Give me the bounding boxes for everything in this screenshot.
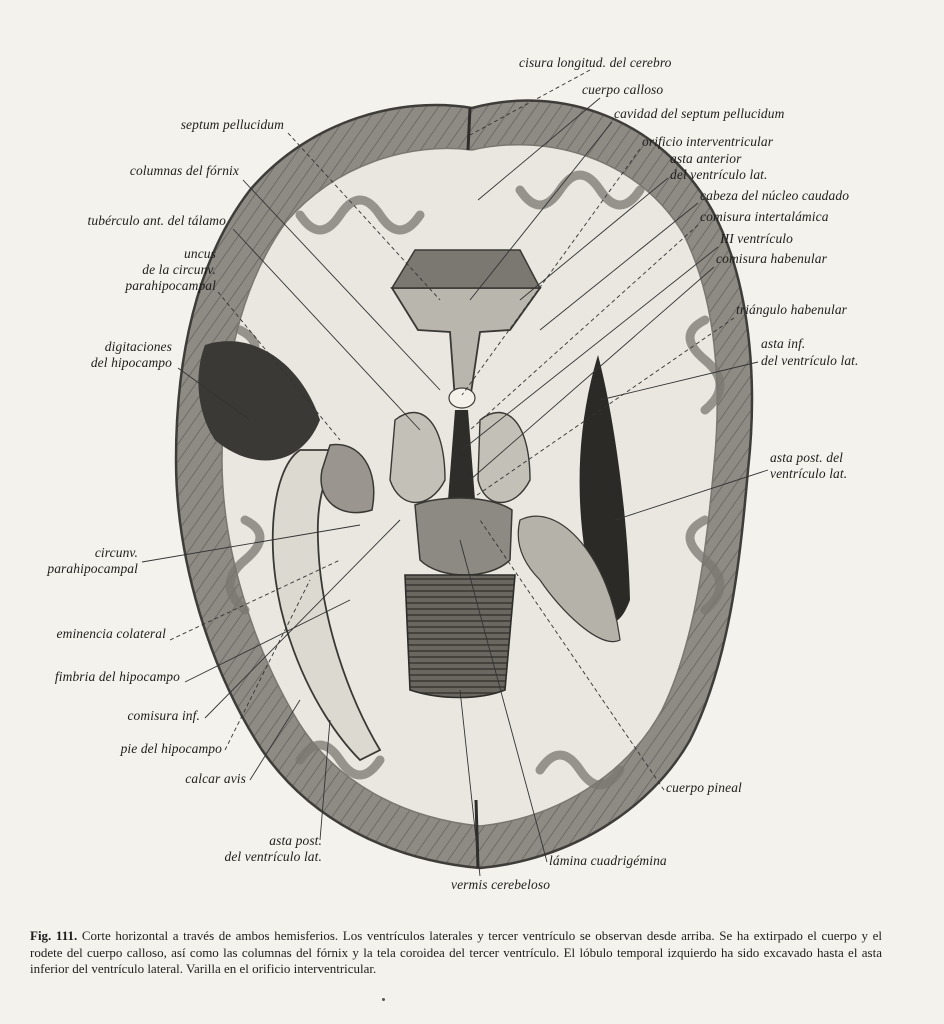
figure-number: Fig. 111. (30, 928, 78, 943)
label-asta-inf-line2: del ventrículo lat. (761, 353, 859, 368)
caption-text: Corte horizontal a través de ambos hemisferios. Los ventrículos laterales y tercer ventrículo se observan desde arriba. Se ha extirpado el cuerpo y el rodete del cuerpo calloso, así como las columnas del fórnix y la tela coroidea del tercer ventrículo. El lóbulo temporal izquierdo ha sido excavado hasta el asta inferior del ventrículo lateral. Varilla en el orificio interventricular. (30, 928, 882, 976)
label-septum-pellucidum: septum pellucidum (180, 117, 284, 132)
label-digitaciones: digitaciones (104, 339, 172, 354)
label-columnas-fornix: columnas del fórnix (129, 163, 239, 178)
label-lamina-cuadrigemina: lámina cuadrigémina (549, 853, 667, 868)
longitudinal-fissure (468, 108, 470, 150)
label-asta-anterior-line2: del ventrículo lat. (670, 167, 768, 182)
label-comisura-habenular: comisura habenular (716, 251, 827, 266)
label-tercer-ventriculo: III ventrículo (720, 231, 793, 246)
figure-caption (30, 928, 882, 978)
label-eminencia-colateral: eminencia colateral (56, 626, 166, 641)
label-asta-post-izquierda-line2: del ventrículo lat. (224, 849, 322, 864)
label-vermis-cerebeloso: vermis cerebeloso (451, 877, 551, 892)
label-circunv-parahipocampal-line2: parahipocampal (47, 561, 138, 576)
label-asta-inf: asta inf. (761, 336, 806, 351)
label-tuberculo-talamo: tubérculo ant. del tálamo (87, 213, 226, 228)
label-orificio-interventricular: orificio interventricular (642, 134, 774, 149)
label-uncus: uncus (184, 246, 216, 261)
label-pie-hipocampo: pie del hipocampo (120, 741, 222, 756)
label-asta-post-izquierda: asta post. (269, 833, 322, 848)
label-comisura-inf: comisura inf. (127, 708, 200, 723)
cerebellar-vermis (405, 575, 515, 698)
label-comisura-intertalamica: comisura intertalámica (700, 209, 829, 224)
label-asta-post-derecha: asta post. del (770, 450, 844, 465)
label-cisura-longitudinal: cisura longitud. del cerebro (519, 55, 672, 70)
label-digitaciones-line2: del hipocampo (90, 355, 172, 370)
label-cavidad-septum: cavidad del septum pellucidum (614, 106, 785, 121)
label-cuerpo-pineal: cuerpo pineal (666, 780, 742, 795)
lamina-quadrigemina (415, 498, 512, 575)
label-triangulo-habenular: triángulo habenular (736, 302, 848, 317)
label-fimbria-hipocampo: fimbria del hipocampo (54, 669, 180, 684)
label-cuerpo-calloso: cuerpo calloso (582, 82, 664, 97)
label-cabeza-nucleo-caudado: cabeza del núcleo caudado (700, 188, 850, 203)
label-asta-post-derecha-line2: ventrículo lat. (770, 466, 848, 481)
label-calcar-avis: calcar avis (185, 771, 246, 786)
label-uncus-line3: parahipocampal (125, 278, 216, 293)
label-asta-anterior: asta anterior (670, 151, 742, 166)
label-uncus-line2: de la circunv. (142, 262, 216, 277)
label-circunv-parahipocampal: circunv. (94, 545, 138, 560)
page-mark (382, 998, 385, 1001)
